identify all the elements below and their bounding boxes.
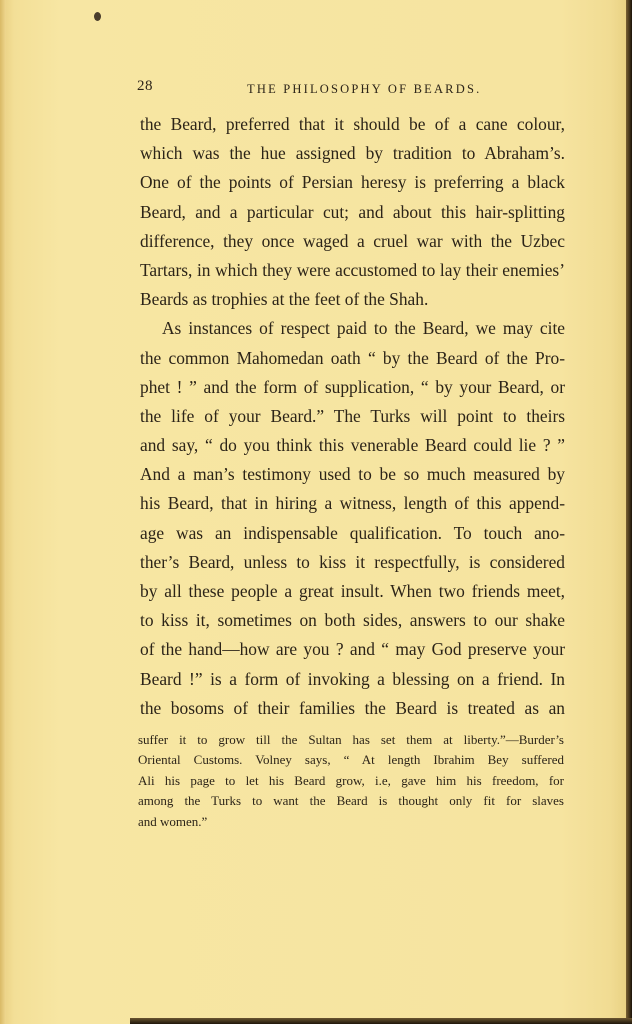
body-line: which was the hue assigned by tradition to Abraham’s. [140,143,565,164]
footnote-line: and women.” [138,813,208,829]
ink-spot [94,12,101,21]
body-line: the common Mahomedan oath “ by the Beard of the Pro- [140,347,565,368]
body-line: And a man’s testimony used to be so much measured by [140,464,565,485]
page-number: 28 [137,78,153,94]
running-head: THE PHILOSOPHY OF BEARDS. [247,82,482,96]
body-line: phet ! ” and the form of supplication, “ by your Beard, or [140,376,565,397]
body-line: Tartars, in which they were accustomed to lay their enemies’ [140,259,565,280]
body-text [140,110,565,723]
body-line: difference, they once waged a cruel war with the Uzbec [140,230,565,251]
body-line: ther’s Beard, unless to kiss it respectfully, is considered [140,551,565,572]
page-header [137,78,557,102]
body-line: the bosoms of their families the Beard is treated as an [140,697,565,718]
body-line: and say, “ do you think this venerable Beard could lie ? ” [140,435,565,456]
footnote [138,730,564,832]
footnote-line: Ali his page to let his Beard grow, i.e, gave him his freedom, for [138,772,564,788]
body-line: One of the points of Persian heresy is preferring a black [140,172,565,193]
body-line: As instances of respect paid to the Beard, we may cite [162,318,565,339]
page-left-edge [0,0,6,1024]
body-line: to kiss it, sometimes on both sides, answers to our shake [140,610,565,631]
body-line: Beards as trophies at the feet of the Shah. [140,289,429,310]
page-right-edge [626,0,632,1024]
footnote-line: Oriental Customs. Volney says, “ At length Ibrahim Bey suffered [138,752,564,768]
body-line: age was an indispensable qualification. To touch ano- [140,522,565,543]
footnote-line: suffer it to grow till the Sultan has set them at liberty.”—Burder’s [138,732,564,747]
body-line: Beard, and a particular cut; and about this hair-splitting [140,201,565,222]
body-line: the Beard, preferred that it should be of a cane colour, [140,114,565,134]
body-line: Beard !” is a form of invoking a blessing on a friend. In [140,668,565,689]
page-bottom-edge [130,1018,632,1024]
body-line: of the hand—how are you ? and “ may God preserve your [140,639,565,660]
footnote-line: among the Turks to want the Beard is thought only fit for slaves [138,793,564,809]
body-line: his Beard, that in hiring a witness, length of this append- [140,493,565,514]
body-line: the life of your Beard.” The Turks will point to theirs [140,405,565,426]
body-line: by all these people a great insult. When two friends meet, [140,581,565,601]
